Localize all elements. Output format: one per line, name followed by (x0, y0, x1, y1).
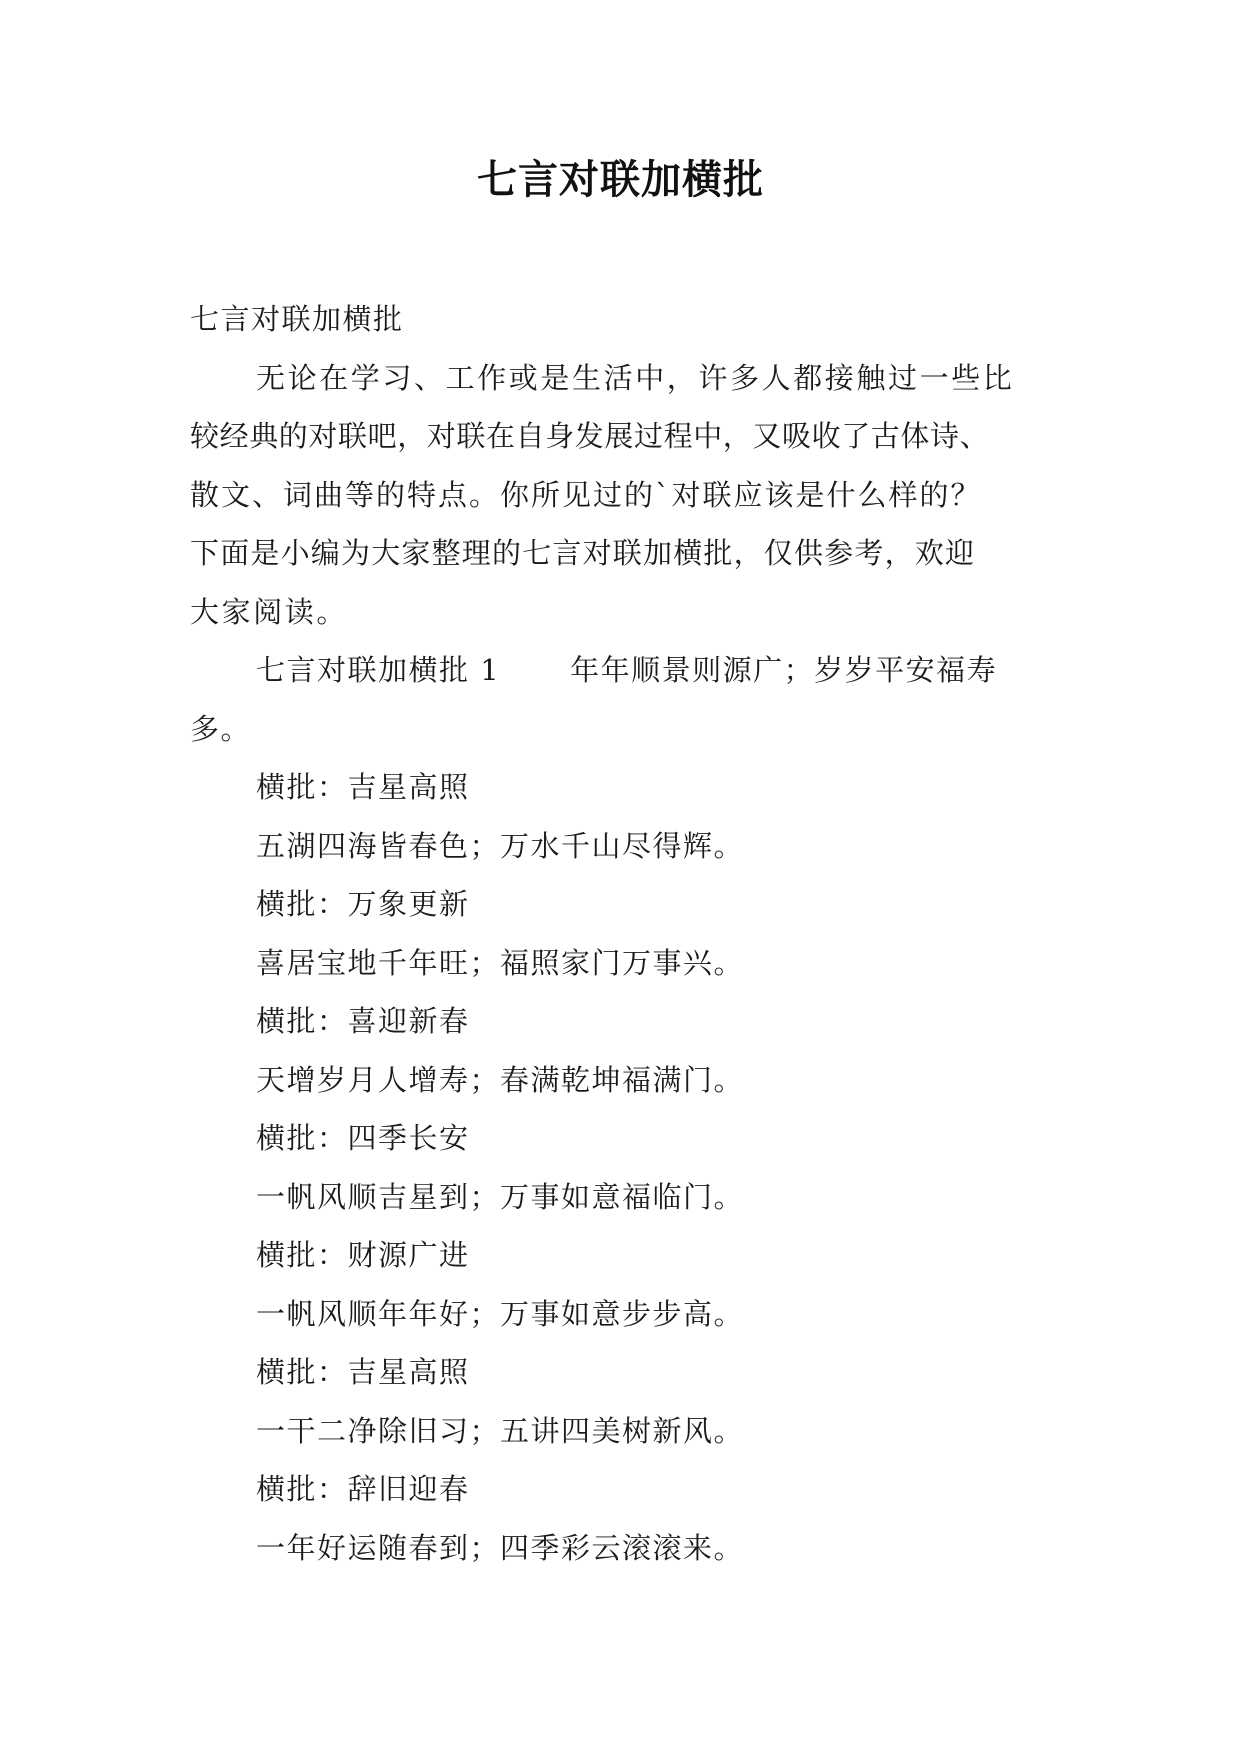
horizontal-scroll-line: 横批：辞旧迎春 (256, 1472, 470, 1506)
horizontal-scroll-line: 横批：万象更新 (256, 887, 470, 921)
intro-line: 大家阅读。 (190, 594, 349, 629)
subheading: 七言对联加横批 (190, 302, 404, 336)
horizontal-scroll-line: 横批：吉星高照 (256, 770, 470, 804)
document-title: 七言对联加横批 (477, 157, 764, 203)
couplet-line: 五湖四海皆春色；万水千山尽得辉。 (256, 828, 745, 863)
intro-line: 下面是小编为大家整理的七言对联加横批，仅供参考，欢迎 (190, 536, 976, 570)
couplet-line: 喜居宝地千年旺；福照家门万事兴。 (256, 945, 745, 980)
couplet-line: 天增岁月人增寿；春满乾坤福满门。 (256, 1062, 745, 1097)
couplet-line: 一年好运随春到；四季彩云滚滚来。 (256, 1530, 745, 1565)
couplet-line-continued: 多。 (190, 711, 252, 746)
horizontal-scroll-line: 横批：财源广进 (256, 1238, 470, 1272)
horizontal-scroll-line: 横批：喜迎新春 (256, 1004, 470, 1038)
intro-line: 较经典的对联吧，对联在自身发展过程中，又吸收了古体诗、 (190, 419, 990, 453)
horizontal-scroll-line: 横批：四季长安 (256, 1121, 470, 1155)
document-body (190, 290, 1060, 1577)
couplet-line: 一干二净除旧习；五讲四美树新风。 (256, 1413, 745, 1448)
couplet-line: 一帆风顺年年好；万事如意步步高。 (256, 1296, 745, 1331)
section-first-line (190, 641, 1060, 700)
intro-line: 散文、词曲等的特点。你所见过的`对联应该是什么样的？ (190, 477, 982, 512)
horizontal-scroll-line: 横批：吉星高照 (256, 1355, 470, 1389)
intro-line: 无论在学习、工作或是生活中，许多人都接触过一些比 (256, 360, 1015, 395)
section-heading: 七言对联加横批 1 (256, 653, 501, 687)
couplet-line: 一帆风顺吉星到；万事如意福临门。 (256, 1179, 745, 1214)
couplet-line: 年年顺景则源广；岁岁平安福寿 (570, 653, 998, 687)
